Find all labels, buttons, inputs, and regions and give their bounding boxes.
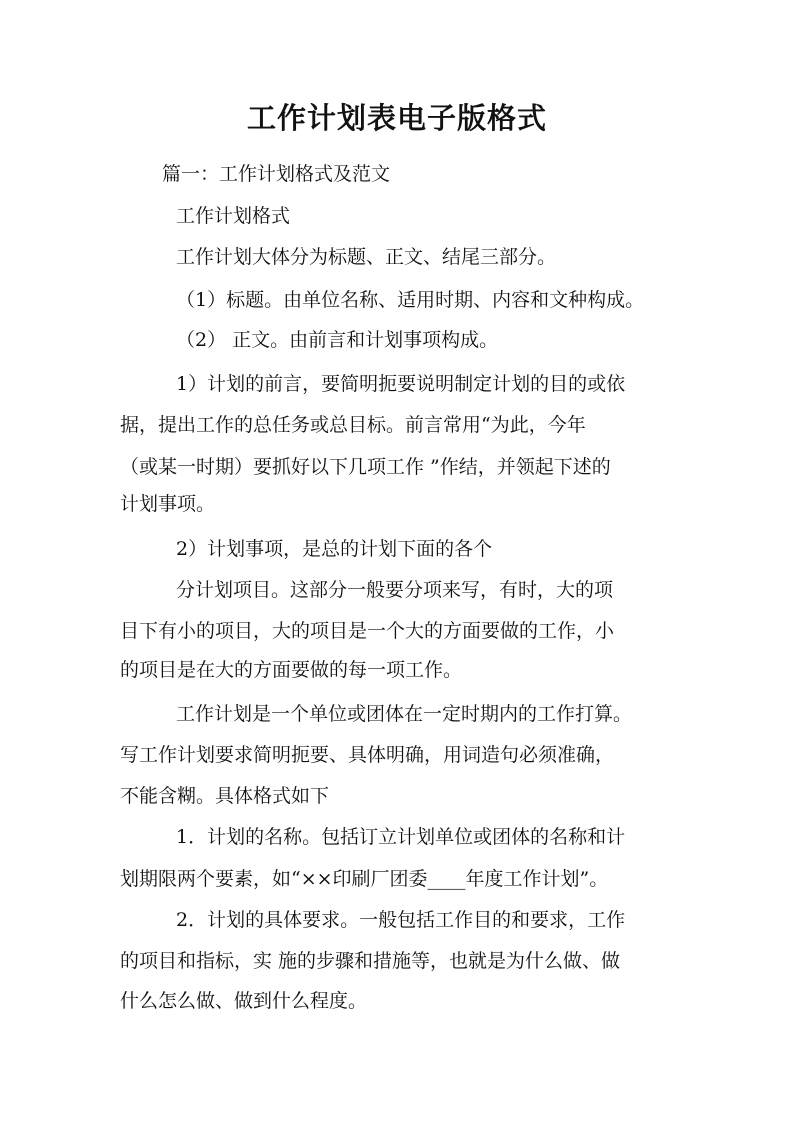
text-line-18: 划期限两个要素，如“××印刷厂团委____年度工作计划”。 xyxy=(120,868,609,890)
text-line-3: 工作计划大体分为标题、正文、结尾三部分。 xyxy=(176,246,557,268)
text-line-1: 篇一：工作计划格式及范文 xyxy=(162,163,391,185)
text-line-14: 工作计划是一个单位或团体在一定时期内的工作打算。 xyxy=(176,703,633,725)
text-line-8: （或某一时期）要抓好以下几项工作 ”作结，并领起下述的 xyxy=(120,456,611,478)
text-line-12: 目下有小的项目，大的项目是一个大的方面要做的工作，小 xyxy=(120,620,615,642)
text-line-2: 工作计划格式 xyxy=(176,205,291,227)
text-line-6: 1）计划的前言，要简明扼要说明制定计划的目的或依 xyxy=(176,373,626,395)
text-line-10: 2）计划事项，是总的计划下面的各个 xyxy=(176,538,493,560)
document-title: 工作计划表电子版格式 xyxy=(246,101,547,135)
text-line-16: 不能含糊。具体格式如下 xyxy=(120,785,330,807)
text-line-5: （2） 正文。由前言和计划事项构成。 xyxy=(176,329,499,351)
text-line-11: 分计划项目。这部分一般要分项来写，有时，大的项 xyxy=(176,579,614,601)
text-line-17: 1．计划的名称。包括订立计划单位或团体的名称和计 xyxy=(176,826,626,848)
text-line-4: （1）标题。由单位名称、适用时期、内容和文种构成。 xyxy=(176,289,645,311)
text-line-19: 2．计划的具体要求。一般包括工作目的和要求，工作 xyxy=(176,909,626,931)
text-line-15: 写工作计划要求简明扼要、具体明确，用词造句必须准确， xyxy=(120,744,615,766)
text-line-13: 的项目是在大的方面要做的每一项工作。 xyxy=(120,659,463,681)
text-line-20: 的项目和指标，实 施的步骤和措施等，也就是为什么做、做 xyxy=(120,950,621,972)
text-line-21: 什么怎么做、做到什么程度。 xyxy=(120,990,368,1012)
text-line-9: 计划事项。 xyxy=(120,493,216,515)
text-line-7: 据，提出工作的总任务或总目标。前言常用“为此，今年 xyxy=(120,414,586,436)
